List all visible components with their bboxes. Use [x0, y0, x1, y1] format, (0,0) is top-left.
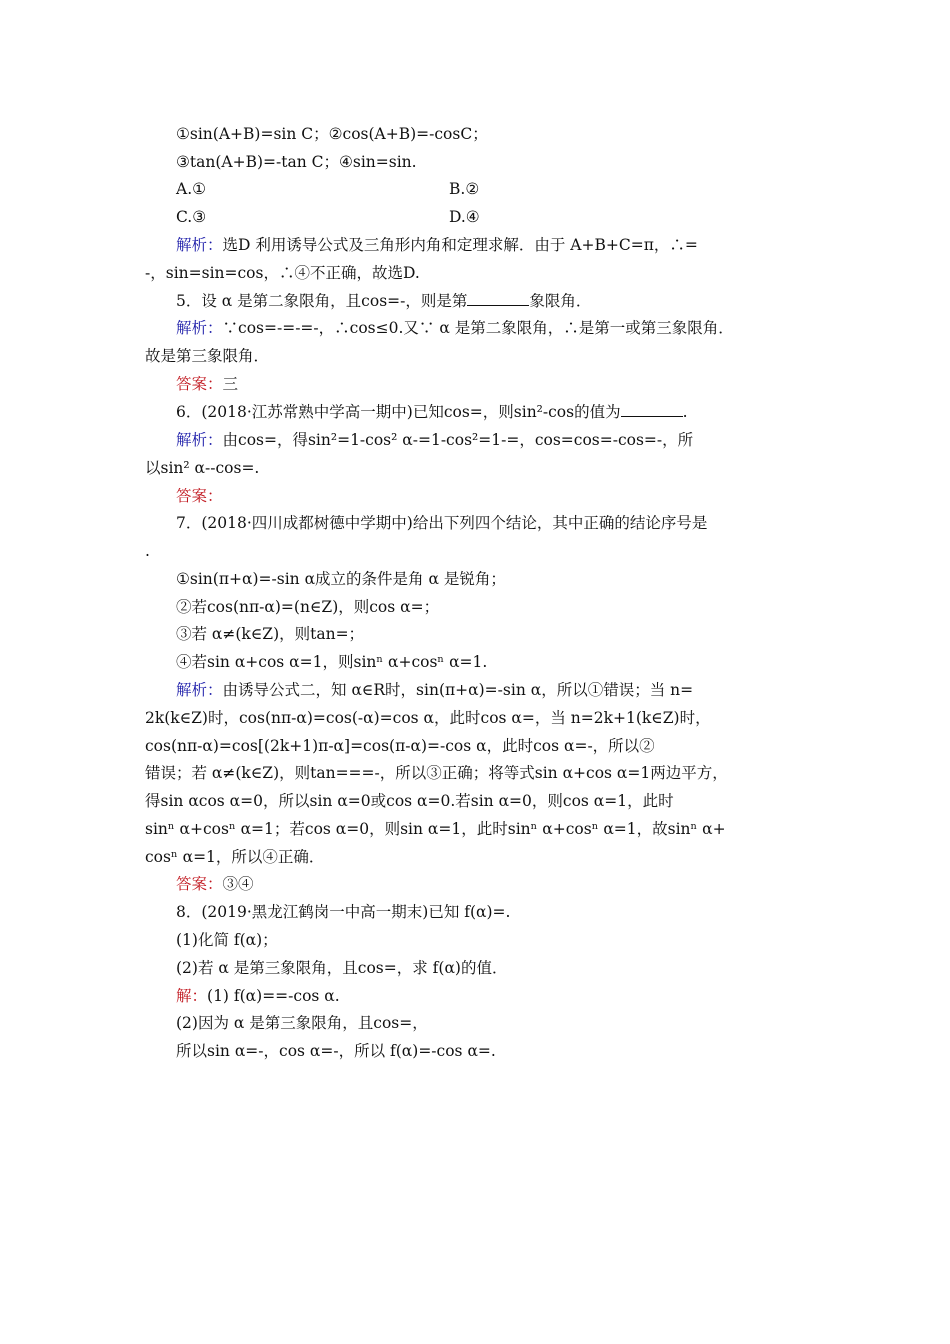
q4-option-b: B.②	[449, 180, 480, 198]
q6-answer	[176, 486, 223, 506]
answer-label: 答案：	[176, 875, 223, 893]
q4-line2: ③tan(A+B)=-tan C；④sin=sin.	[176, 153, 417, 171]
q7-stem: 7．(2018·四川成都树德中学期中)给出下列四个结论，其中正确的结论序号是	[176, 514, 708, 532]
q5-answer-value: 三	[222, 375, 239, 393]
answer-label: 答案：	[176, 487, 223, 505]
q5-stem	[176, 291, 591, 311]
q7-analysis-text-7: cosⁿ α=1，所以④正确．	[145, 848, 325, 866]
q6-stem-a: 6．(2018·江苏常熟中学高一期中)已知cos=，则sin²-cos的值为	[176, 403, 621, 421]
q7-statement-3: ③若 α≠(k∈Z)，则tan=；	[176, 625, 365, 643]
q8-solution-text-2: (2)因为 α 是第三象限角，且cos=，	[176, 1014, 428, 1032]
q7-answer-value: ③④	[222, 875, 254, 893]
q8-part-1: (1)化简 f(α)；	[176, 931, 278, 949]
q7-analysis-text-1: 由诱导公式二，知 α∈R时，sin(π+α)=-sin α，所以①错误；当 n=	[222, 681, 694, 699]
analysis-label: 解析：	[176, 431, 223, 449]
q7-analysis-text-2: 2k(k∈Z)时，cos(nπ-α)=cos(-α)=cos α，此时cos α=，当 n=2k+1(k∈Z)时，	[145, 709, 711, 727]
answer-label: 答案：	[176, 375, 223, 393]
q7-stem-dot: .	[145, 542, 150, 560]
q7-analysis-text-5: 得sin αcos α=0，所以sin α=0或cos α=0.若sin α=0，则cos α=1，此时	[145, 792, 674, 810]
q4-analysis-text-2: -，sin=sin=cos，∴④不正确，故选D.	[145, 264, 420, 282]
q7-analysis-text-4: 错误；若 α≠(k∈Z)，则tan===-，所以③正确；将等式sin α+cos α=1两边平方，	[145, 764, 728, 782]
analysis-label: 解析：	[176, 319, 223, 337]
q6-stem-b: .	[682, 403, 688, 421]
q7-statement-2: ②若cos(nπ-α)=(n∈Z)，则cos α=；	[176, 598, 440, 616]
q5-stem-a: 5．设 α 是第二象限角，且cos=-，则是第	[176, 292, 468, 310]
q7-analysis-text-3: cos(nπ-α)=cos[(2k+1)π-α]=cos(π-α)=-cos α，此时cos α=-，所以②	[145, 737, 655, 755]
q6-analysis-text-1: 由cos=，得sin²=1-cos² α-=1-cos²=1-=，cos=cos=-cos=-，所	[222, 431, 694, 449]
q4-line1: ①sin(A+B)=sin C；②cos(A+B)=-cosC；	[176, 125, 488, 143]
q5-answer	[176, 374, 238, 394]
q7-analysis-text-6: sinⁿ α+cosⁿ α=1；若cos α=0，则sin α=1，此时sinⁿ α+cosⁿ α=1，故sinⁿ α+	[145, 820, 726, 838]
q7-statement-4: ④若sin α+cos α=1，则sinⁿ α+cosⁿ α=1.	[176, 653, 488, 671]
q6-stem	[176, 402, 688, 422]
q5-analysis	[176, 318, 734, 338]
q4-analysis-text-1: 选D 利用诱导公式及三角形内角和定理求解．由于 A+B+C=π，∴=	[222, 236, 698, 254]
q8-part-2: (2)若 α 是第三象限角，且cos=，求 f(α)的值．	[176, 959, 508, 977]
q7-statement-1: ①sin(π+α)=-sin α成立的条件是角 α 是锐角；	[176, 570, 506, 588]
analysis-label: 解析：	[176, 681, 223, 699]
q7-answer	[176, 874, 254, 894]
q5-stem-b: 象限角．	[529, 292, 592, 310]
analysis-label: 解析：	[176, 236, 223, 254]
q6-analysis	[176, 430, 693, 450]
q4-analysis	[176, 235, 698, 255]
solution-label: 解：	[176, 987, 208, 1005]
q8-solution	[176, 986, 340, 1006]
q8-solution-text-3: 所以sin α=-，cos α=-，所以 f(α)=-cos α=.	[176, 1042, 496, 1060]
q4-option-c: C.③	[176, 208, 207, 226]
q4-option-d: D.④	[449, 208, 480, 226]
q7-analysis	[176, 680, 693, 700]
answer-blank	[621, 402, 683, 417]
q6-analysis-text-2: 以sin² α--cos=.	[145, 459, 260, 477]
q4-option-a: A.①	[176, 180, 207, 198]
q5-analysis-text-2: 故是第三象限角．	[145, 347, 270, 365]
answer-blank	[467, 291, 529, 306]
q5-analysis-text-1: ∵cos=-=-=-，∴cos≤0.又∵ α 是第二象限角，∴是第一或第三象限角．	[222, 319, 734, 337]
q8-solution-text-1: (1) f(α)==-cos α.	[207, 987, 340, 1005]
q8-stem: 8．(2019·黑龙江鹤岗一中高一期末)已知 f(α)=.	[176, 903, 511, 921]
